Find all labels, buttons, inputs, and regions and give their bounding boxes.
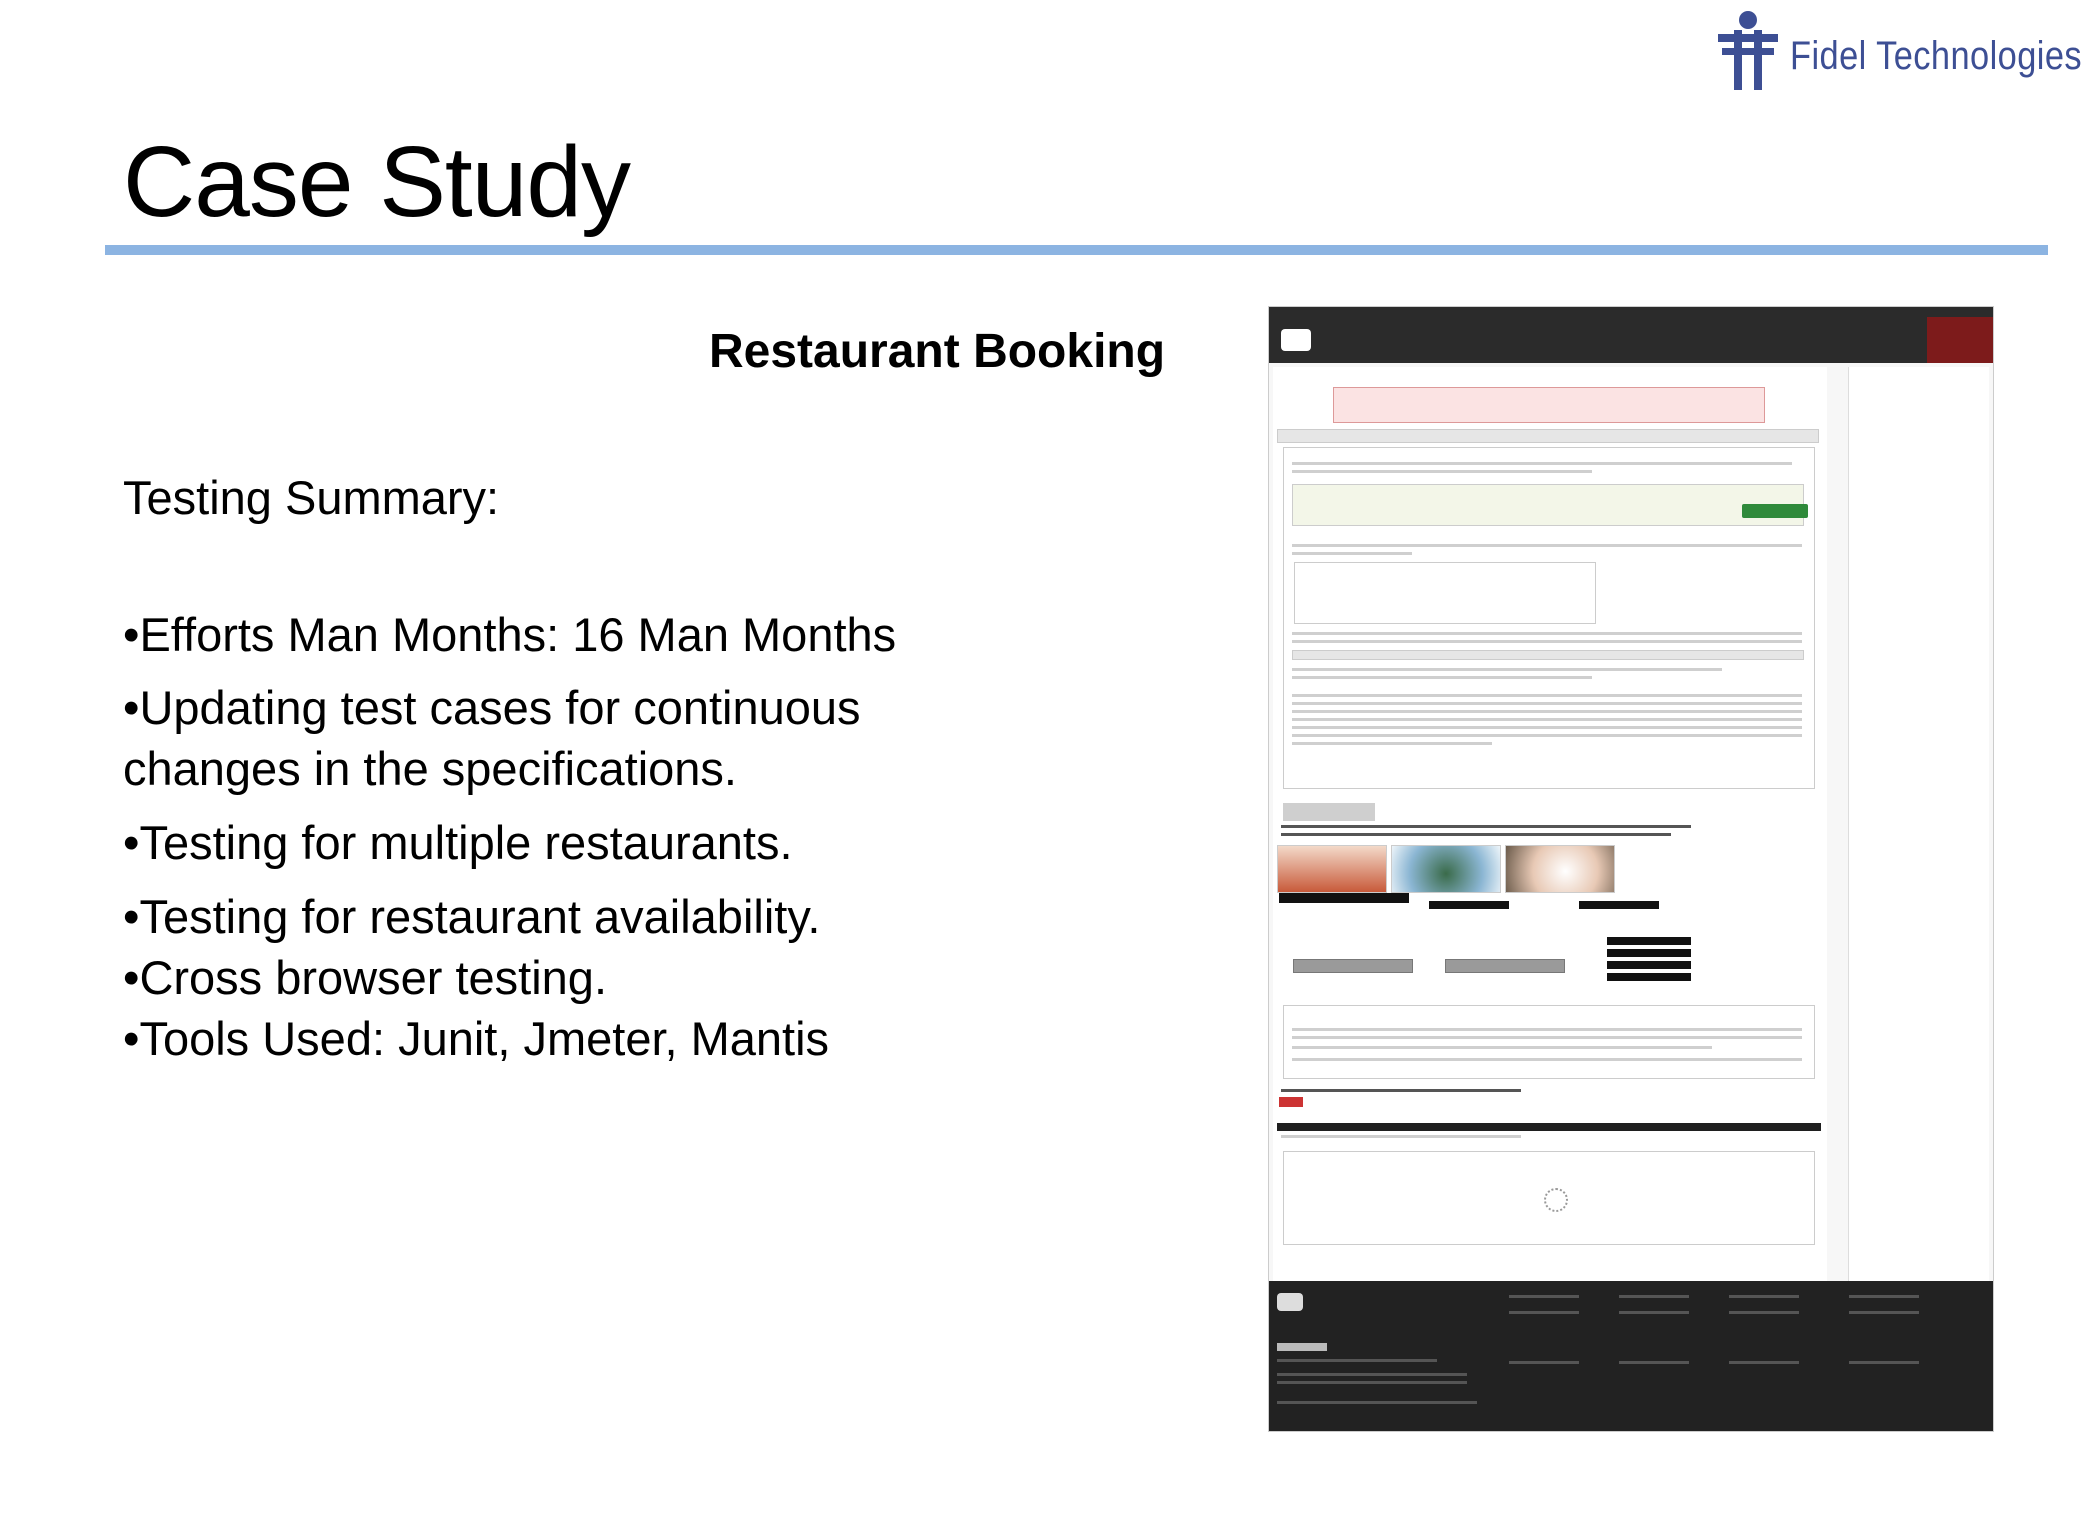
site-text-line [1292, 462, 1792, 465]
site-fee-table [1294, 562, 1596, 624]
site-footer-line [1277, 1381, 1467, 1384]
site-nav-reserve [1927, 317, 1993, 363]
site-reservation-box [1283, 447, 1815, 789]
site-food-photo [1391, 845, 1501, 893]
site-red-tag [1279, 1097, 1303, 1107]
site-booking-info [1292, 484, 1804, 526]
site-text-line [1281, 833, 1671, 836]
site-text-line [1281, 1089, 1521, 1092]
title-divider [105, 245, 2048, 255]
site-footer-line [1277, 1373, 1467, 1376]
site-text-line [1292, 710, 1802, 713]
site-text-line [1292, 544, 1802, 547]
site-nav-item [1349, 331, 1409, 349]
site-sidebar [1848, 367, 1989, 1281]
site-system-box [1283, 1151, 1815, 1245]
loading-icon [1544, 1188, 1568, 1212]
bullet-item: •Updating test cases for continuous [123, 681, 861, 734]
site-gray-button [1293, 959, 1413, 973]
site-footer-link [1729, 1311, 1799, 1314]
site-footer-line [1277, 1401, 1477, 1404]
site-footer-link [1619, 1361, 1689, 1364]
site-footer-link [1849, 1295, 1919, 1298]
website-screenshot-image [1268, 306, 1994, 1432]
site-top-strip [1269, 307, 1993, 317]
site-logo-icon [1281, 329, 1311, 351]
site-text-line [1281, 1135, 1521, 1138]
site-text-line [1281, 825, 1691, 828]
site-label-tag [1607, 949, 1691, 957]
site-label-tag [1607, 937, 1691, 945]
site-options-box [1283, 1005, 1815, 1079]
site-text-line [1292, 726, 1802, 729]
site-footer-link [1619, 1295, 1689, 1298]
site-table-header [1277, 1123, 1821, 1131]
site-photo-row [1277, 845, 1617, 893]
bullet-item: •Efforts Man Months: 16 Man Months [123, 608, 897, 661]
site-footer-logo-icon [1277, 1293, 1303, 1311]
site-footer [1269, 1281, 1993, 1431]
site-text-line [1292, 734, 1802, 737]
site-footer-heading [1277, 1343, 1327, 1351]
bullet-item: •Testing for restaurant availability. [123, 890, 821, 943]
site-nav-bar [1269, 317, 1993, 363]
site-label-tag [1607, 973, 1691, 981]
site-text-line [1292, 676, 1592, 679]
site-alert-box [1333, 387, 1765, 423]
site-card-bar [1292, 650, 1804, 660]
site-text-line [1292, 702, 1802, 705]
site-text-line [1292, 632, 1802, 635]
site-footer-link [1849, 1311, 1919, 1314]
site-label-tag [1607, 961, 1691, 969]
site-text-line [1292, 718, 1802, 721]
bullet-item: •Tools Used: Junit, Jmeter, Mantis [123, 1012, 830, 1065]
site-detail-button [1742, 504, 1808, 518]
site-label-tag [1279, 893, 1409, 903]
site-footer-link [1849, 1361, 1919, 1364]
site-restaurant-heading [1283, 803, 1375, 821]
bullet-item: •Testing for multiple restaurants. [123, 816, 793, 869]
site-footer-link [1729, 1361, 1799, 1364]
site-footer-link [1509, 1311, 1579, 1314]
site-text-line [1292, 1058, 1802, 1061]
summary-heading: Testing Summary: [123, 471, 500, 524]
site-food-photo [1505, 845, 1615, 893]
brand-name: Fidel Technologies [1790, 34, 2082, 78]
site-text-line [1292, 1036, 1802, 1039]
site-label-tag [1579, 901, 1659, 909]
site-text-line [1292, 742, 1492, 745]
site-text-line [1292, 1046, 1712, 1049]
site-footer-line [1277, 1359, 1437, 1362]
site-text-line [1292, 1028, 1802, 1031]
site-footer-link [1509, 1295, 1579, 1298]
bullet-item: •Cross browser testing. [123, 951, 607, 1004]
site-main-panel [1273, 367, 1827, 1281]
slide-title: Case Study [123, 126, 630, 238]
slide-subtitle: Restaurant Booking [709, 325, 1166, 378]
site-text-line [1292, 470, 1592, 473]
site-footer-link [1619, 1311, 1689, 1314]
site-section-bar [1277, 429, 1819, 443]
site-gray-button [1445, 959, 1565, 973]
site-food-photo [1277, 845, 1387, 893]
bullet-item: changes in the specifications. [123, 742, 737, 795]
site-text-line [1292, 552, 1412, 555]
site-footer-link [1729, 1295, 1799, 1298]
site-text-line [1292, 694, 1802, 697]
site-footer-link [1509, 1361, 1579, 1364]
site-text-line [1292, 668, 1722, 671]
site-label-tag [1429, 901, 1509, 909]
site-text-line [1292, 640, 1802, 643]
